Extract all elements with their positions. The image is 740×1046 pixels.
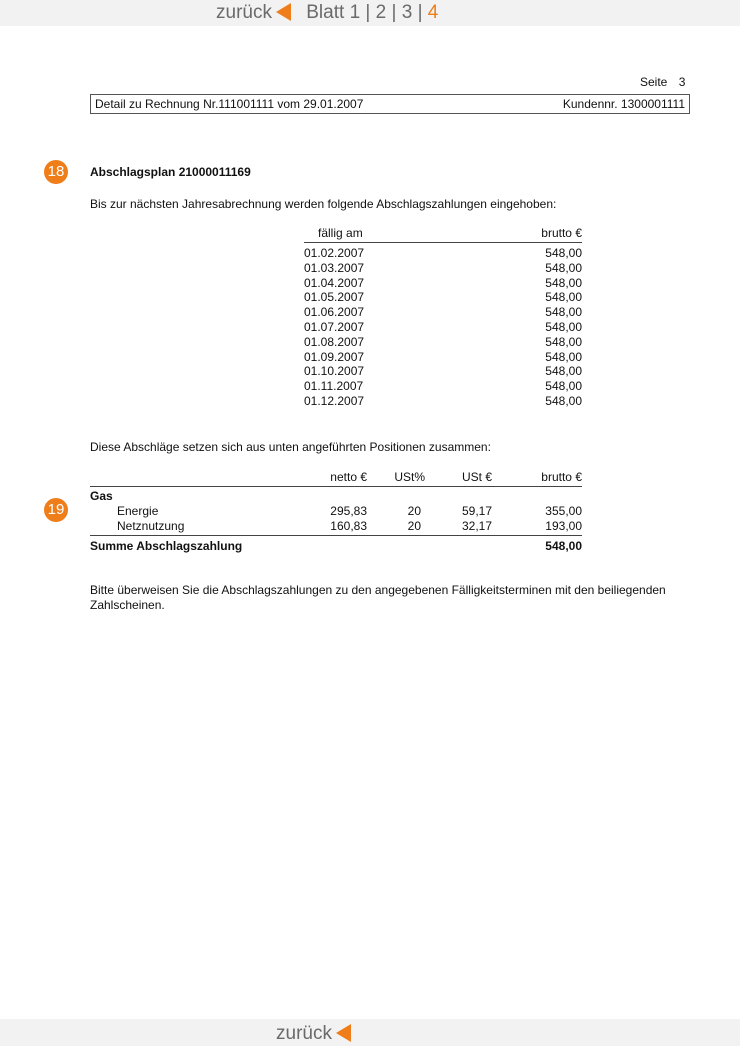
item-gross: 193,00 bbox=[545, 519, 582, 533]
page-separator: | bbox=[365, 2, 371, 23]
payment-note-line1: Bitte überweisen Sie die Abschlagszahlungen zu den angegebenen Fälligkeitsterminen mit den beiliegenden bbox=[90, 583, 666, 597]
col-vat: USt € bbox=[461, 470, 492, 484]
plan-row-amount: 548,00 bbox=[545, 260, 582, 275]
plan-table bbox=[304, 226, 582, 409]
plan-row bbox=[304, 305, 582, 320]
sheet-label: Blatt bbox=[306, 2, 345, 23]
page-separator: | bbox=[417, 2, 423, 23]
item-vat-pct: 20 bbox=[407, 504, 421, 518]
payment-note bbox=[90, 583, 666, 613]
plan-title: Abschlagsplan 21000011169 bbox=[90, 165, 251, 179]
page-link-1[interactable]: 1 bbox=[349, 2, 361, 23]
col-due: fällig am bbox=[318, 226, 363, 240]
invoice-detail-text: Detail zu Rechnung Nr.111001111 vom 29.01.2007 bbox=[95, 97, 364, 111]
item-vat-pct: 20 bbox=[407, 519, 421, 533]
plan-row bbox=[304, 394, 582, 409]
bottom-nav-bar bbox=[0, 1019, 740, 1046]
plan-row bbox=[304, 276, 582, 291]
col-net: netto € bbox=[330, 470, 367, 484]
composition-intro: Diese Abschläge setzen sich aus unten angeführten Positionen zusammen: bbox=[90, 440, 491, 454]
page-link-4-current[interactable]: 4 bbox=[427, 2, 439, 23]
page-number: 3 bbox=[678, 75, 686, 89]
payment-note-line2: Zahlscheinen. bbox=[90, 598, 165, 612]
plan-row bbox=[304, 379, 582, 394]
composition-table bbox=[90, 470, 582, 560]
total-label: Summe Abschlagszahlung bbox=[90, 539, 243, 553]
plan-row-amount: 548,00 bbox=[545, 349, 582, 364]
customer-number: Kundennr. 1300001111 bbox=[562, 97, 685, 111]
plan-row-amount: 548,00 bbox=[545, 379, 582, 394]
plan-row bbox=[304, 261, 582, 276]
composition-header bbox=[90, 470, 582, 485]
plan-row-amount: 548,00 bbox=[545, 305, 582, 320]
item-vat: 59,17 bbox=[461, 504, 492, 518]
plan-row bbox=[304, 246, 582, 261]
plan-row-date: 01.12.2007 bbox=[304, 393, 365, 408]
plan-row-date: 01.04.2007 bbox=[304, 275, 365, 290]
back-arrow-icon bbox=[336, 1024, 351, 1042]
item-name: Netznutzung bbox=[117, 519, 185, 533]
back-link-top[interactable] bbox=[216, 2, 291, 23]
plan-row bbox=[304, 350, 582, 365]
plan-row-date: 01.08.2007 bbox=[304, 334, 365, 349]
back-link-bottom[interactable] bbox=[276, 1023, 351, 1044]
plan-row-date: 01.09.2007 bbox=[304, 349, 365, 364]
col-vat-pct: USt% bbox=[394, 470, 425, 484]
back-arrow-icon bbox=[276, 3, 291, 21]
plan-row-amount: 548,00 bbox=[545, 364, 582, 379]
plan-rows bbox=[304, 246, 582, 409]
total-rule bbox=[90, 535, 582, 536]
plan-row-date: 01.07.2007 bbox=[304, 319, 365, 334]
plan-row-amount: 548,00 bbox=[545, 393, 582, 408]
plan-row-date: 01.10.2007 bbox=[304, 364, 365, 379]
plan-row bbox=[304, 320, 582, 335]
item-net: 160,83 bbox=[330, 519, 367, 533]
plan-header-rule bbox=[304, 242, 582, 243]
marker-18-badge: 18 bbox=[44, 160, 68, 184]
plan-row bbox=[304, 335, 582, 350]
plan-row-date: 01.03.2007 bbox=[304, 260, 365, 275]
plan-row bbox=[304, 290, 582, 305]
item-name: Energie bbox=[117, 504, 159, 518]
page-indicator bbox=[640, 75, 685, 89]
total-value: 548,00 bbox=[545, 539, 582, 553]
plan-row-amount: 548,00 bbox=[545, 246, 582, 260]
plan-row bbox=[304, 364, 582, 379]
page-link-3[interactable]: 3 bbox=[401, 2, 413, 23]
group-label: Gas bbox=[90, 489, 113, 503]
page-link-2[interactable]: 2 bbox=[375, 2, 387, 23]
marker-19-badge: 19 bbox=[44, 498, 68, 522]
bottom-nav bbox=[276, 1023, 351, 1045]
plan-table-header bbox=[304, 226, 582, 241]
plan-row-amount: 548,00 bbox=[545, 319, 582, 334]
back-link-label: zurück bbox=[216, 2, 272, 23]
plan-row-date: 01.02.2007 bbox=[304, 246, 365, 260]
plan-row-date: 01.11.2007 bbox=[304, 379, 364, 394]
plan-intro: Bis zur nächsten Jahresabrechnung werden folgende Abschlagszahlungen eingehoben: bbox=[90, 197, 557, 211]
plan-row-date: 01.05.2007 bbox=[304, 290, 365, 305]
page-label: Seite bbox=[640, 75, 668, 89]
plan-row-amount: 548,00 bbox=[545, 334, 582, 349]
item-gross: 355,00 bbox=[545, 504, 582, 518]
page-separator: | bbox=[391, 2, 397, 23]
invoice-header-box bbox=[90, 94, 690, 114]
col-gross: brutto € bbox=[541, 470, 582, 484]
back-link-label: zurück bbox=[276, 1023, 332, 1044]
top-nav bbox=[216, 2, 438, 24]
col-gross: brutto € bbox=[541, 226, 582, 240]
item-net: 295,83 bbox=[330, 504, 367, 518]
item-vat: 32,17 bbox=[461, 519, 492, 533]
plan-row-amount: 548,00 bbox=[545, 290, 582, 305]
plan-row-date: 01.06.2007 bbox=[304, 305, 365, 320]
plan-row-amount: 548,00 bbox=[545, 275, 582, 290]
composition-header-rule bbox=[90, 486, 582, 487]
